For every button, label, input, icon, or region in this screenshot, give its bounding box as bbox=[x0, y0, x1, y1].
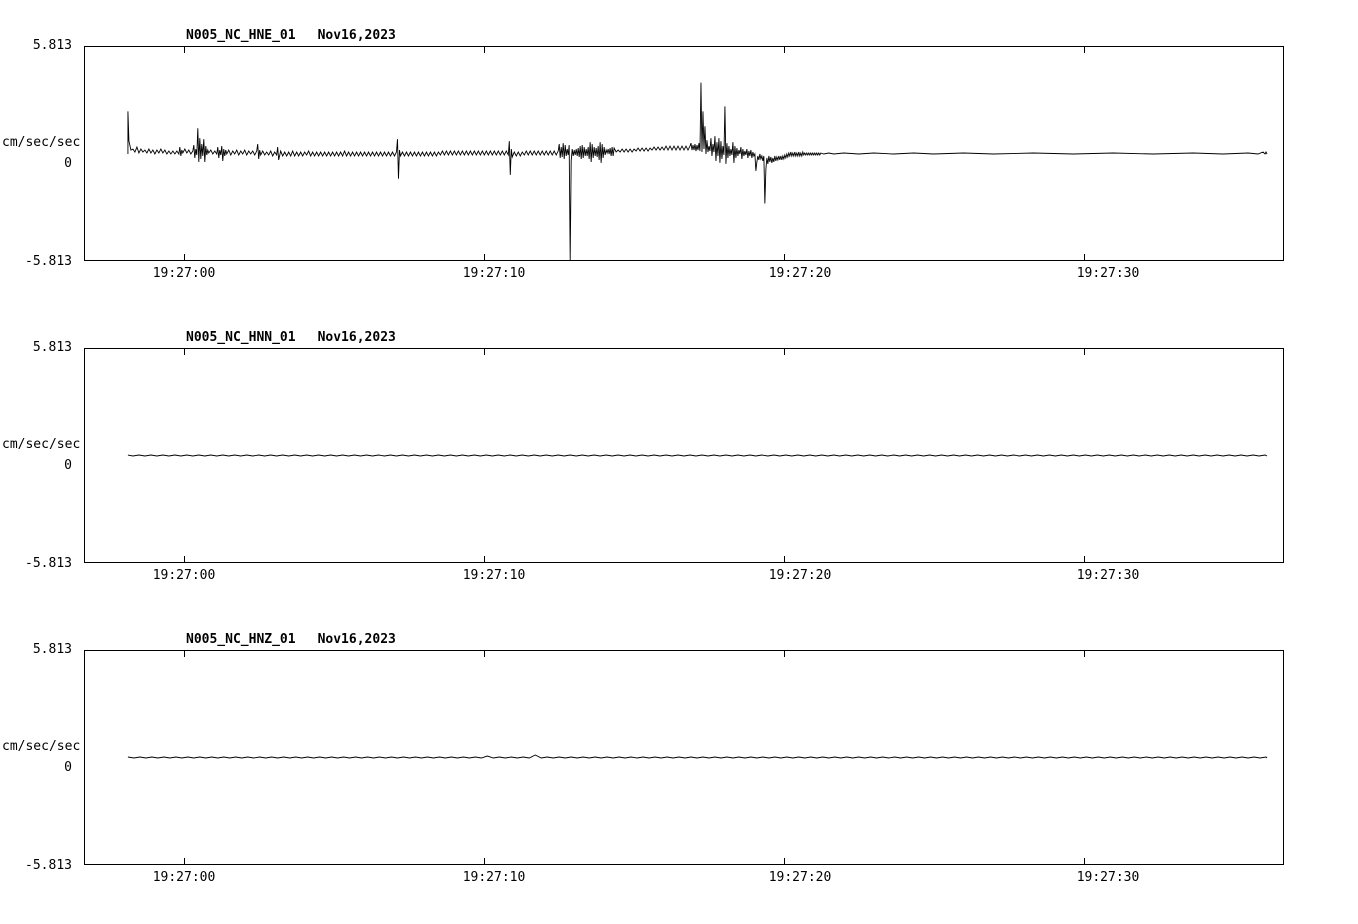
trace-title-hnz bbox=[186, 632, 396, 647]
x-tick-bottom-3 bbox=[784, 556, 785, 563]
y-axis-zero-label: 0 bbox=[64, 458, 72, 473]
waveform-hnn bbox=[85, 349, 1283, 562]
trace-date-label: Nov16,2023 bbox=[317, 632, 396, 647]
x-tick-bottom-4 bbox=[1084, 254, 1085, 261]
x-axis-label-3: 19:27:20 bbox=[768, 266, 832, 281]
x-axis-label-1: 19:27:00 bbox=[152, 568, 216, 583]
x-axis-label-4: 19:27:30 bbox=[1076, 870, 1140, 885]
x-tick-top-1 bbox=[184, 46, 185, 53]
y-axis-max-label: 5.813 bbox=[32, 642, 72, 657]
x-tick-top-4 bbox=[1084, 348, 1085, 355]
waveform-hne bbox=[85, 47, 1283, 260]
y-axis-min-label: -5.813 bbox=[25, 556, 72, 571]
y-axis-unit-label: cm/sec/sec bbox=[2, 437, 81, 452]
plot-frame-hnz bbox=[84, 650, 1284, 865]
x-tick-bottom-1 bbox=[184, 556, 185, 563]
y-axis-min-label: -5.813 bbox=[25, 254, 72, 269]
x-axis-label-3: 19:27:20 bbox=[768, 568, 832, 583]
x-tick-bottom-2 bbox=[484, 556, 485, 563]
trace-date-label: Nov16,2023 bbox=[317, 330, 396, 345]
x-axis-label-2: 19:27:10 bbox=[462, 266, 526, 281]
trace-title-hnn bbox=[186, 330, 396, 345]
y-axis-unit-label: cm/sec/sec bbox=[2, 739, 81, 754]
x-axis-label-4: 19:27:30 bbox=[1076, 568, 1140, 583]
x-tick-top-2 bbox=[484, 348, 485, 355]
trace-station-label: N005_NC_HNE_01 bbox=[186, 28, 296, 43]
x-tick-top-2 bbox=[484, 46, 485, 53]
trace-date-label: Nov16,2023 bbox=[317, 28, 396, 43]
x-axis-label-3: 19:27:20 bbox=[768, 870, 832, 885]
x-tick-top-1 bbox=[184, 348, 185, 355]
plot-frame-hnn bbox=[84, 348, 1284, 563]
trace-station-label: N005_NC_HNZ_01 bbox=[186, 632, 296, 647]
x-tick-bottom-1 bbox=[184, 858, 185, 865]
x-axis-label-1: 19:27:00 bbox=[152, 870, 216, 885]
y-axis-max-label: 5.813 bbox=[32, 340, 72, 355]
x-tick-top-3 bbox=[784, 650, 785, 657]
x-tick-bottom-4 bbox=[1084, 858, 1085, 865]
x-tick-bottom-2 bbox=[484, 858, 485, 865]
y-axis-zero-label: 0 bbox=[64, 760, 72, 775]
trace-panel-hnz bbox=[0, 620, 1358, 892]
y-axis-zero-label: 0 bbox=[64, 156, 72, 171]
x-tick-top-3 bbox=[784, 348, 785, 355]
x-axis-label-1: 19:27:00 bbox=[152, 266, 216, 281]
y-axis-min-label: -5.813 bbox=[25, 858, 72, 873]
x-tick-top-3 bbox=[784, 46, 785, 53]
x-tick-bottom-3 bbox=[784, 858, 785, 865]
waveform-hnz bbox=[85, 651, 1283, 864]
plot-frame-hne bbox=[84, 46, 1284, 261]
x-axis-label-2: 19:27:10 bbox=[462, 568, 526, 583]
x-tick-bottom-2 bbox=[484, 254, 485, 261]
y-axis-unit-label: cm/sec/sec bbox=[2, 135, 81, 150]
x-axis-label-4: 19:27:30 bbox=[1076, 266, 1140, 281]
trace-title-hne bbox=[186, 28, 396, 43]
trace-panel-hnn bbox=[0, 318, 1358, 590]
x-tick-bottom-4 bbox=[1084, 556, 1085, 563]
x-tick-top-4 bbox=[1084, 46, 1085, 53]
x-tick-top-4 bbox=[1084, 650, 1085, 657]
trace-panel-hne bbox=[0, 16, 1358, 288]
x-tick-top-1 bbox=[184, 650, 185, 657]
x-tick-bottom-1 bbox=[184, 254, 185, 261]
x-tick-top-2 bbox=[484, 650, 485, 657]
y-axis-max-label: 5.813 bbox=[32, 38, 72, 53]
trace-station-label: N005_NC_HNN_01 bbox=[186, 330, 296, 345]
x-tick-bottom-3 bbox=[784, 254, 785, 261]
x-axis-label-2: 19:27:10 bbox=[462, 870, 526, 885]
